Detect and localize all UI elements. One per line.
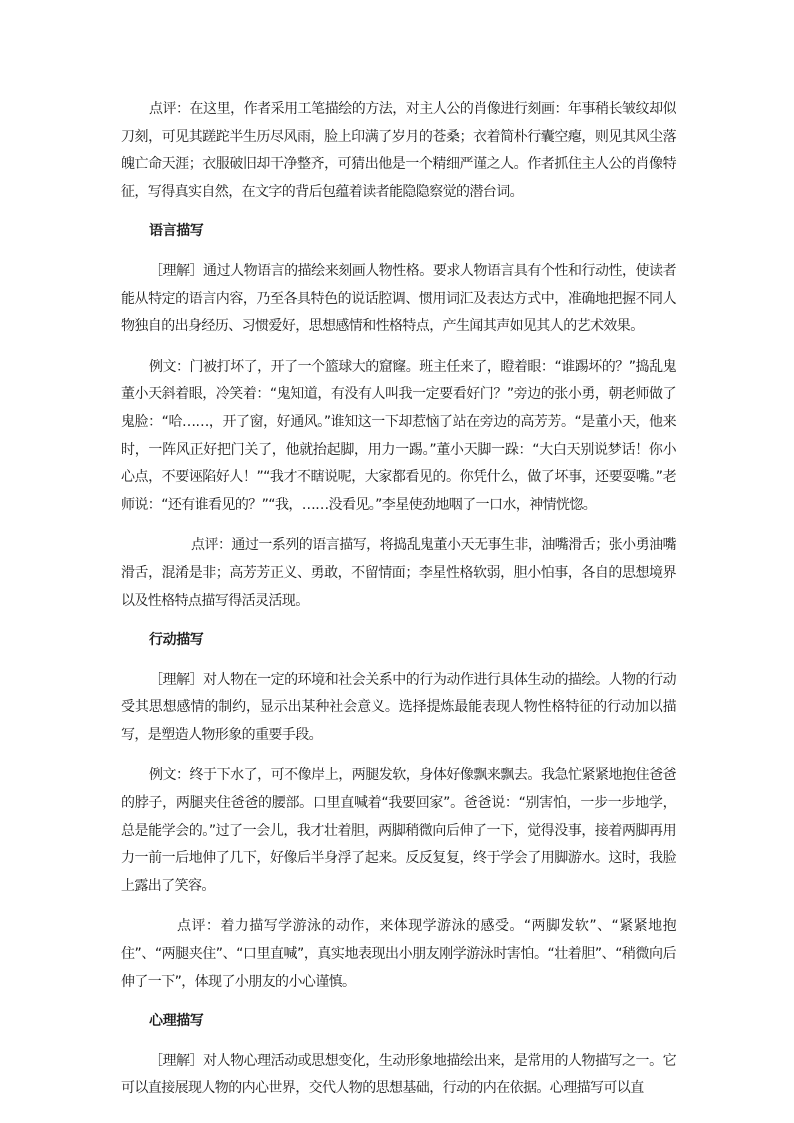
understand-action-paragraph: ［理解］对人物在一定的环境和社会关系中的行为动作进行具体生动的描绘。人物的行动受其思想感情的制约，显示出某种社会意义。选择提炼最能表现人物性格特征的行动加以描写，是塑造人物形象的重要手段。 bbox=[121, 671, 676, 743]
heading-action-description: 行动描写 bbox=[149, 632, 204, 649]
example-language-paragraph: 例文：门被打坏了，开了一个篮球大的窟窿。班主任来了，瞪着眼：“谁踢坏的？”捣乱鬼董小天斜着眼，冷笑着：“鬼知道，有没有人叫我一定要看好门？”旁边的张小勇，朝老师做了鬼脸：“哈……，开了窗，好通风。”谁知这一下却惹恼了站在旁边的高芳芳。“是董小天，他来时，一阵风正好把门关了，他就抬起脚，用力一踢。”董小天脚一跺：“大白天别说梦话！你小心点，不要诬陷好人！”“我才不瞎说呢，大家都看见的。你凭什么，做了坏事，还要耍嘴。”老师说：“还有谁看见的？”“我，……没看见。”李星使劲地咽了一口水，神情恍惚。 bbox=[121, 358, 676, 513]
document-page bbox=[121, 96, 676, 1103]
comment-language-paragraph: 点评：通过一系列的语言描写，将捣乱鬼董小天无事生非，油嘴滑舌；张小勇油嘴滑舌，混淆是非；高芳芳正义、勇敢，不留情面；李星性格软弱，胆小怕事，各自的思想境界以及性格特点描写得活灵活现。 bbox=[121, 537, 676, 609]
understand-language-paragraph: ［理解］通过人物语言的描绘来刻画人物性格。要求人物语言具有个性和行动性，使读者能从特定的语言内容，乃至各具特色的说话腔调、惯用词汇及表达方式中，准确地把握不同人物独自的出身经历、习惯爱好，思想感情和性格特点，产生闻其声如见其人的艺术效果。 bbox=[121, 262, 676, 335]
example-action-paragraph: 例文：终于下水了，可不像岸上，两腿发软，身体好像飘来飘去。我急忙紧紧地抱住爸爸的脖子，两腿夹住爸爸的腰部。口里直喊着“我要回家”。爸爸说：“别害怕，一步一步地学，总是能学会的。”过了一会儿，我才壮着胆，两脚稍微向后伸了一下，觉得没事，接着两脚再用力一前一后地伸了几下，好像后半身浮了起来。反反复复，终于学会了用脚游水。这时，我脸上露出了笑容。 bbox=[121, 767, 676, 894]
understand-psychological-paragraph: ［理解］对人物心理活动或思想变化，生动形象地描绘出来，是常用的人物描写之一。它可以直接展现人物的内心世界，交代人物的思想基础，行动的内在依据。心理描写可以直 bbox=[121, 1052, 676, 1097]
heading-psychological-description: 心理描写 bbox=[149, 1013, 204, 1030]
comment-portrait-paragraph: 点评：在这里，作者采用工笔描绘的方法，对主人公的肖像进行刻画：年事稍长皱纹却似刀刻，可见其蹉跎半生历尽风雨，脸上印满了岁月的苍桑；衣着简朴行囊空瘪，则见其风尘落魄亡命天涯；衣服破旧却干净整齐，可猜出他是一个精细严谨之人。作者抓住主人公的肖像特征，写得真实自然，在文字的背后包蕴着读者能隐隐察觉的潜台词。 bbox=[121, 101, 676, 200]
comment-action-paragraph: 点评：着力描写学游泳的动作，来体现学游泳的感受。“两脚发软”、“紧紧地抱住”、“两腿夹住”、“口里直喊”，真实地表现出小朋友刚学游泳时害怕。“壮着胆”、“稍微向后伸了一下”，体现了小朋友的小心谨慎。 bbox=[121, 918, 676, 990]
heading-language-description: 语言描写 bbox=[149, 223, 204, 240]
